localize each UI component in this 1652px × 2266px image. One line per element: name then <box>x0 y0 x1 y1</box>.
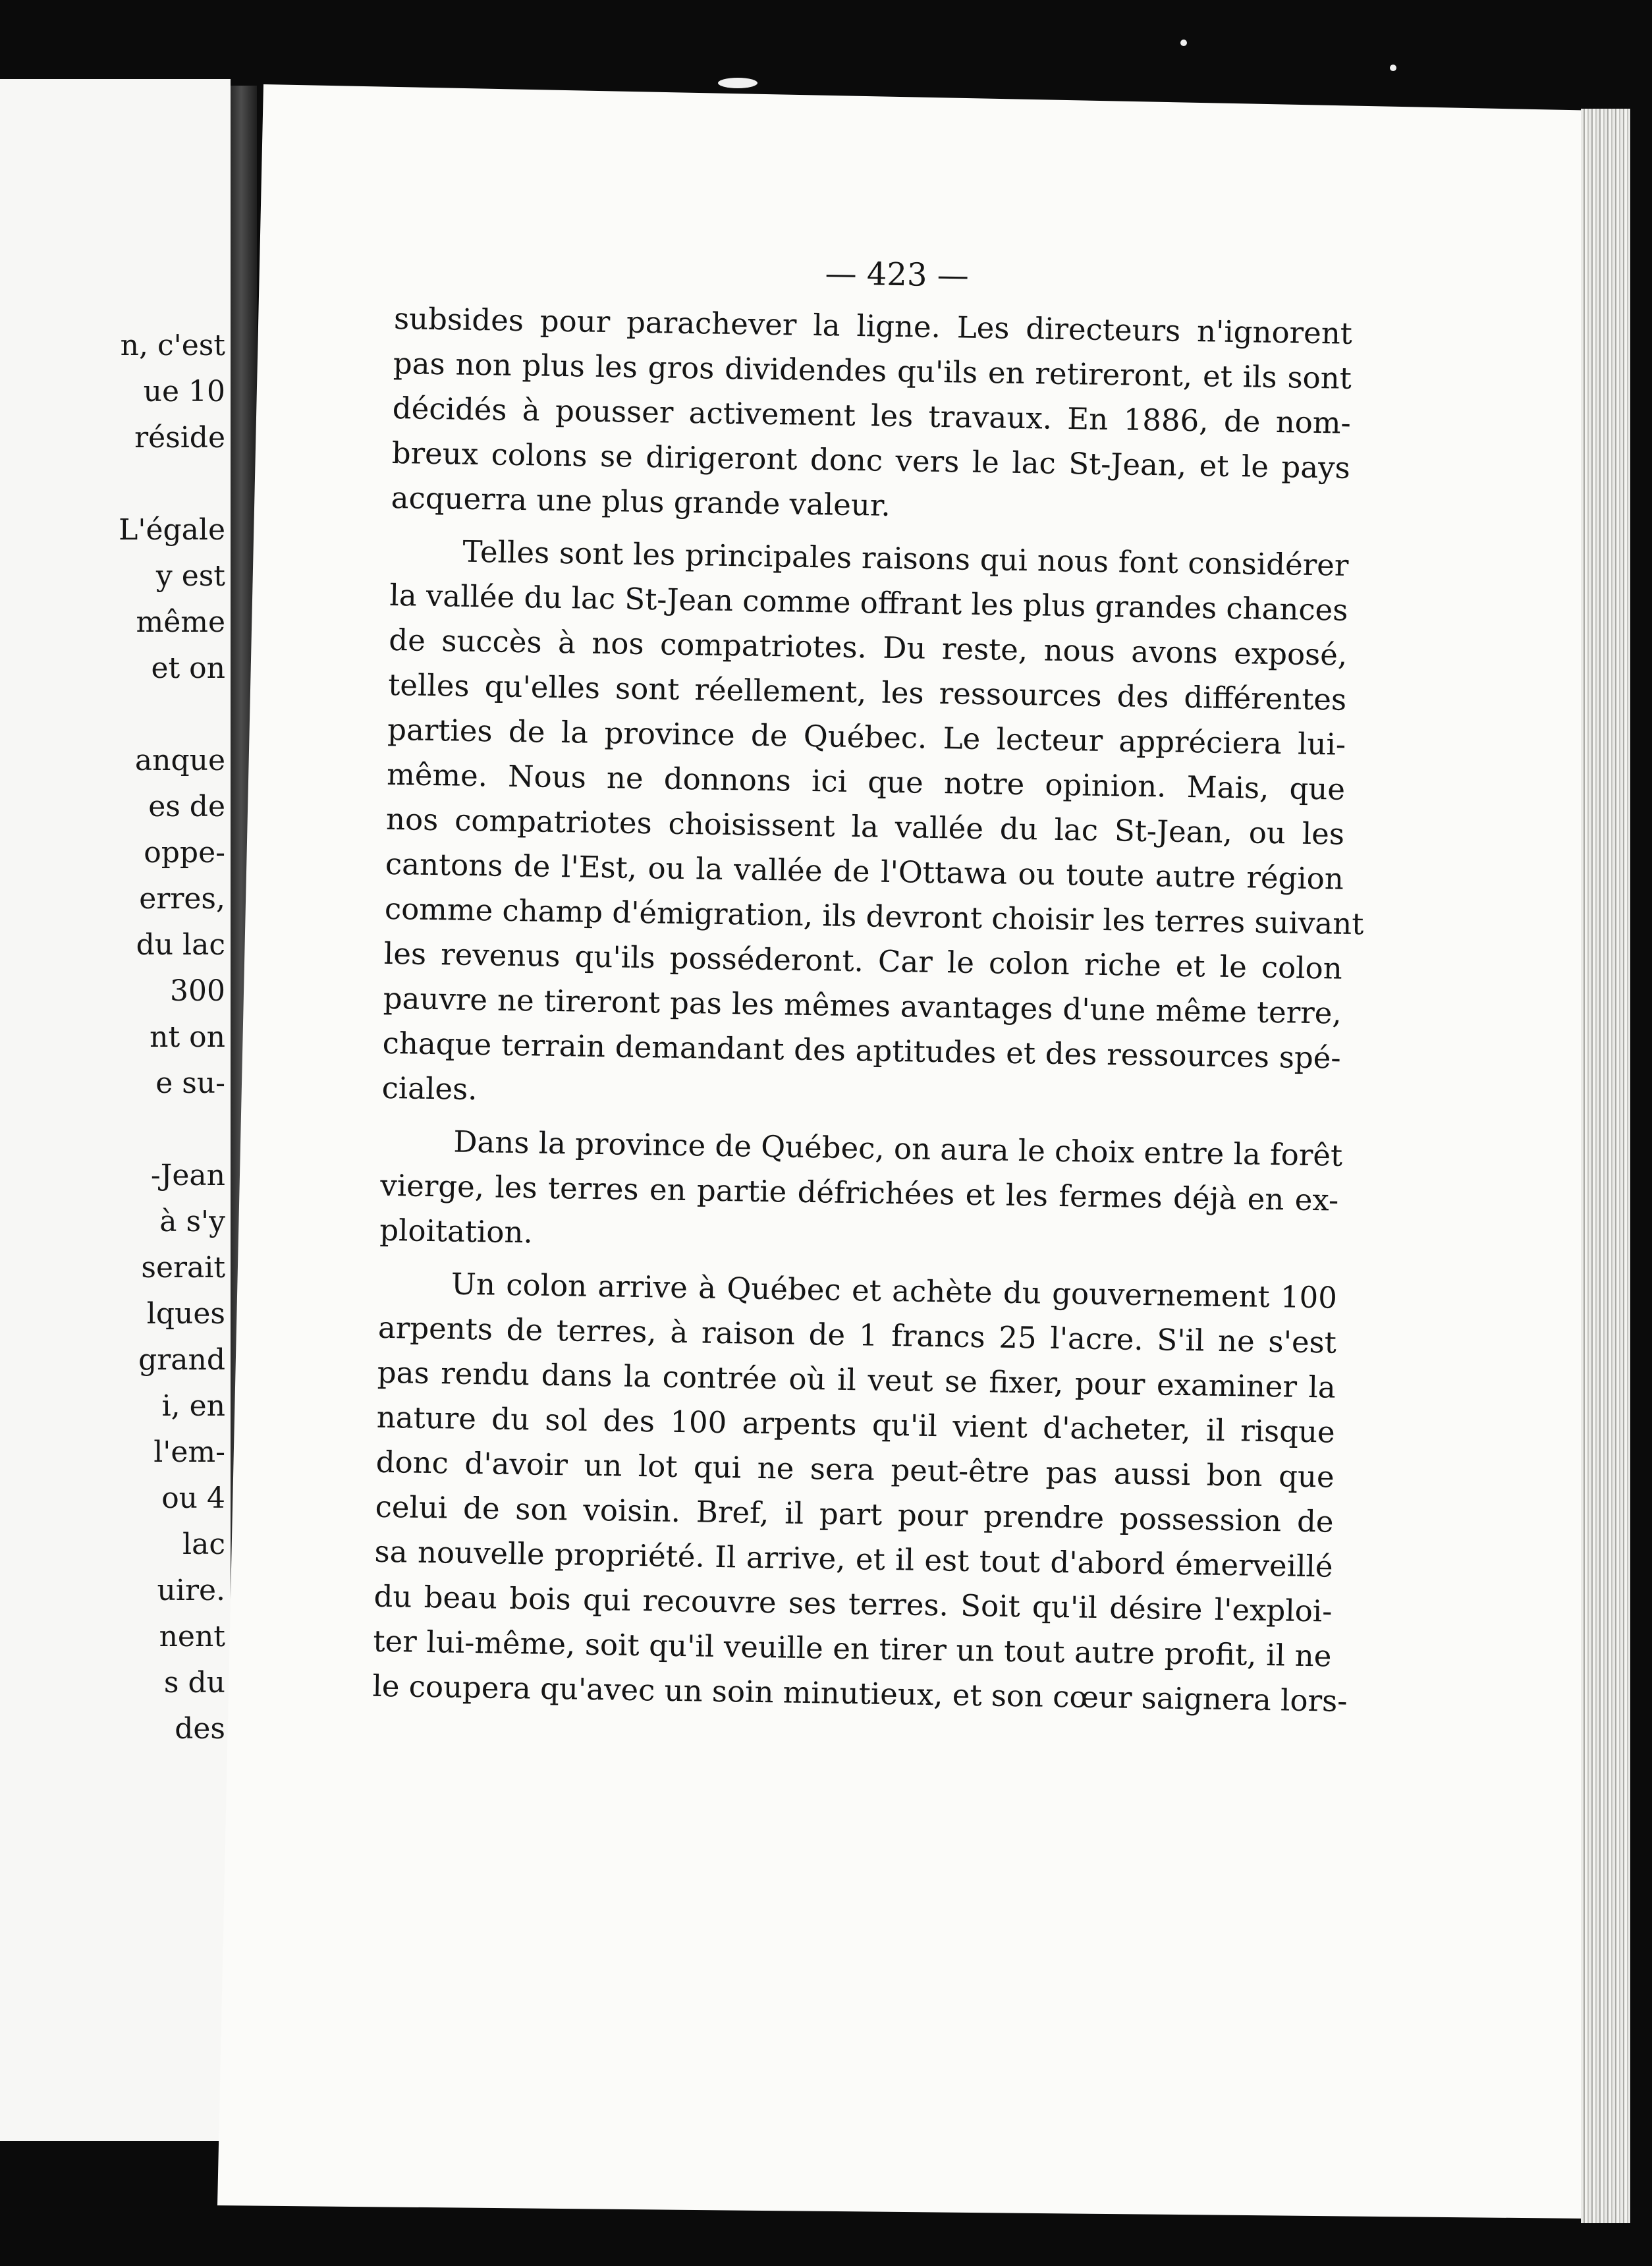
left-facing-page <box>0 79 231 2141</box>
text-line: pas non plus les gros dividendes qu'ils en retireront, et ils sont <box>393 345 1352 396</box>
paragraph <box>391 296 1352 536</box>
left-page-line: du lac <box>136 928 225 962</box>
left-page-line <box>1 1107 225 1153</box>
text-line: pas rendu dans la contrée où il veut se fixer, pour examiner la <box>377 1354 1336 1405</box>
dust-speck <box>718 78 757 88</box>
text-line: décidés à pousser activement les travaux. En 1886, de nom- <box>392 390 1352 441</box>
left-page-line: des <box>175 1712 225 1746</box>
text-line: parties de la province de Québec. Le lecteur appréciera lui- <box>387 711 1346 762</box>
text-line: ter lui-même, soit qu'il veuille en tirer un tout autre profit, il ne <box>373 1623 1332 1674</box>
page-edges <box>1581 109 1630 2223</box>
text-line: du beau bois qui recouvre ses terres. Soit qu'il désire l'exploi- <box>373 1578 1333 1629</box>
left-page-line: à s'y <box>159 1205 225 1238</box>
dust-speck <box>1390 65 1396 71</box>
paragraph <box>381 528 1364 1126</box>
left-page-line: lac <box>182 1528 225 1561</box>
left-page-line: réside <box>134 421 225 455</box>
paragraph <box>372 1261 1348 1724</box>
text-line: comme champ d'émigration, ils devront choisir les terres suivant <box>384 891 1364 942</box>
text-line: Telles sont les principales raisons qui nous font considérer <box>462 534 1349 583</box>
page-text-block <box>372 237 1364 1724</box>
text-line: acquerra une plus grande valeur. <box>391 480 891 523</box>
left-page-line: L'égale <box>119 513 225 547</box>
text-line: Un colon arrive à Québec et achète du gouvernement 100 <box>451 1266 1338 1315</box>
left-page-text <box>1 323 225 1752</box>
text-line: de succès à nos compatriotes. Du reste, nous avons exposé, <box>388 622 1348 673</box>
text-line: sa nouvelle propriété. Il arrive, et il est tout d'abord émerveillé <box>374 1534 1333 1584</box>
left-page-line: erres, <box>139 882 225 916</box>
text-line: pauvre ne tireront pas les mêmes avantages d'une même terre, <box>383 980 1342 1031</box>
left-page-line: ue 10 <box>143 375 225 408</box>
page-number: — 423 — <box>825 255 970 294</box>
left-page-line: anque <box>134 744 225 777</box>
left-page-line: l'em- <box>153 1435 225 1469</box>
page-body <box>372 296 1364 1724</box>
left-page-line: nt on <box>150 1020 225 1054</box>
left-page-line: uire. <box>157 1574 225 1607</box>
text-line: même. Nous ne donnons ici que notre opinion. Mais, que <box>386 756 1346 807</box>
text-line: nature du sol des 100 arpents qu'il vient d'acheter, il risque <box>376 1399 1336 1450</box>
left-page-line: serait <box>141 1251 225 1285</box>
left-page-line: n, c'est <box>120 329 225 362</box>
left-page-line: i, en <box>161 1389 225 1423</box>
text-line: arpents de terres, à raison de 1 francs 25 l'acre. S'il ne s'est <box>377 1310 1337 1360</box>
text-line: ciales. <box>381 1070 478 1107</box>
text-line: breux colons se dirigeront donc vers le lac St-Jean, et le pays <box>391 435 1351 485</box>
text-line: cantons de l'Est, ou la vallée de l'Ottawa ou toute autre région <box>385 846 1344 897</box>
left-page-line: nent <box>159 1620 225 1653</box>
left-page-line: lques <box>146 1297 225 1331</box>
text-line: donc d'avoir un lot qui ne sera peut-être pas aussi bon que <box>375 1444 1335 1495</box>
left-page-line: et on <box>151 651 225 685</box>
text-line: Dans la province de Québec, on aura le choix entre la forêt <box>453 1124 1343 1173</box>
text-line: telles qu'elles sont réellement, les ressources des différentes <box>387 667 1347 717</box>
left-page-line: oppe- <box>144 836 225 870</box>
text-line: les revenus qu'ils posséderont. Car le colon riche et le colon <box>383 935 1343 986</box>
dust-speck <box>1180 40 1187 46</box>
left-page-line: ou 4 <box>161 1481 225 1515</box>
left-page-line: -Jean <box>150 1159 225 1192</box>
text-line: chaque terrain demandant des aptitudes et des ressources spé- <box>382 1025 1342 1076</box>
text-line: ploitation. <box>379 1212 534 1250</box>
text-line: le coupera qu'avec un soin minutieux, et son cœur saignera lors- <box>372 1668 1348 1719</box>
left-page-line: s du <box>163 1666 225 1700</box>
left-page-line <box>1 692 225 738</box>
text-line: celui de son voisin. Bref, il part pour prendre possession de <box>375 1489 1334 1539</box>
left-page-line <box>1 461 225 507</box>
left-page-line: e su- <box>155 1066 225 1100</box>
left-page-line: es de <box>148 790 225 823</box>
text-line: subsides pour parachever la ligne. Les directeurs n'ignorent <box>393 300 1353 351</box>
left-page-line: y est <box>155 559 225 593</box>
text-line: vierge, les terres en partie défrichées et les fermes déjà en ex- <box>379 1167 1339 1218</box>
left-page-line: 300 <box>170 974 225 1008</box>
paragraph <box>379 1119 1343 1268</box>
text-line: nos compatriotes choisissent la vallée du lac St-Jean, ou les <box>385 801 1345 852</box>
left-page-line: grand <box>138 1343 225 1377</box>
text-line: la vallée du lac St-Jean comme offrant les plus grandes chances <box>389 577 1348 628</box>
left-page-line: même <box>136 605 225 639</box>
